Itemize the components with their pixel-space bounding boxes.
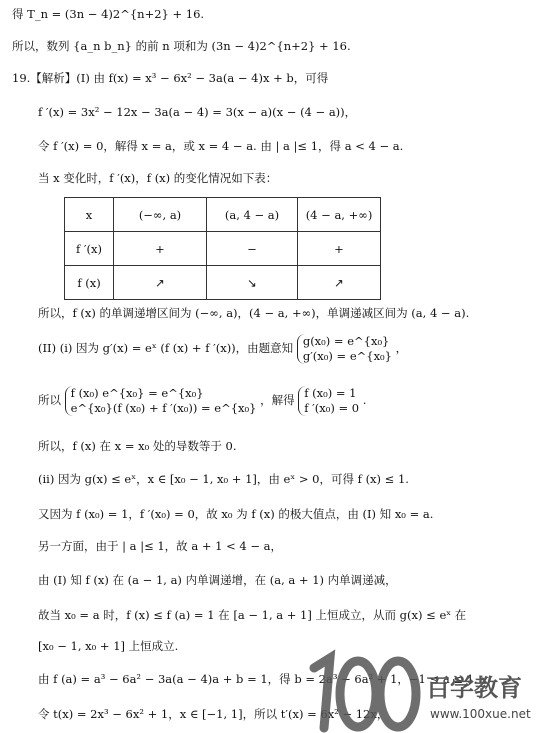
brand-name: 百学教育	[426, 674, 522, 702]
table-cell: f (x)	[65, 266, 114, 300]
line-9	[38, 386, 366, 416]
system-of-equations	[298, 386, 359, 416]
table-cell: (a, 4 − a)	[207, 198, 298, 232]
table-row	[65, 232, 381, 266]
increasing-arrow-icon: ↗	[298, 266, 381, 300]
line-12: 又因为 f (x₀) = 1，f ′(x₀) = 0，故 x₀ 为 f (x) 的极大值点，由 (I) 知 x₀ = a.	[38, 507, 434, 521]
line-9-text: 所以	[38, 393, 61, 407]
equation: f (x₀) = 1	[304, 386, 357, 400]
table-cell: −	[207, 232, 298, 266]
line-8-end: ，	[395, 341, 408, 355]
equation: e^{x₀}(f (x₀) + f ′(x₀)) = e^{x₀}	[70, 401, 257, 415]
table-cell: (4 − a, +∞)	[298, 198, 381, 232]
equation: g′(x₀) = e^{x₀}	[302, 349, 392, 363]
equation: f (x₀) e^{x₀} = e^{x₀}	[70, 386, 204, 400]
table-cell: +	[114, 232, 207, 266]
brand-url: www.100xue.net	[430, 707, 531, 721]
table-cell: (−∞, a)	[114, 198, 207, 232]
brand-watermark-logo	[300, 648, 545, 733]
line-16: [x₀ − 1, x₀ + 1] 上恒成立.	[38, 639, 179, 653]
line-8-text: (II) (i) 因为 g′(x) = eˣ (f (x) + f ′(x))，由题意知	[38, 341, 294, 355]
line-3: 19.【解析】(I) 由 f(x) = x³ − 6x² − 3a(a − 4)x + b，可得	[12, 71, 329, 85]
line-9-end: .	[362, 393, 367, 407]
line-10: 所以，f (x) 在 x = x₀ 处的导数等于 0.	[38, 439, 237, 453]
line-6: 当 x 变化时，f ′(x)，f (x) 的变化情况如下表：	[38, 171, 278, 185]
table-row	[65, 198, 381, 232]
line-4: f ′(x) = 3x² − 12x − 3a(a − 4) = 3(x − a)(x − (4 − a))，	[38, 105, 357, 119]
line-17: 由 f (a) = a³ − 6a² − 3a(a − 4)a + b = 1，得 b = 2a³ − 6a² + 1，−1 ≤ a ≤ 1.	[38, 672, 478, 686]
table-cell: x	[65, 198, 114, 232]
line-11: (ii) 因为 g(x) ≤ eˣ，x ∈ [x₀ − 1, x₀ + 1]，由 eˣ > 0，可得 f (x) ≤ 1.	[38, 472, 409, 486]
line-2: 所以，数列 {a_n b_n} 的前 n 项和为 (3n − 4)2^{n+2} + 16.	[12, 39, 351, 53]
equation: f ′(x₀) = 0	[304, 401, 360, 415]
line-15: 故当 x₀ = a 时，f (x) ≤ f (a) = 1 在 [a − 1, a + 1] 上恒成立，从而 g(x) ≤ eˣ 在	[38, 608, 467, 622]
system-of-equations	[65, 386, 257, 416]
line-14: 由 (I) 知 f (x) 在 (a − 1, a) 内单调递增，在 (a, a + 1) 内单调递减，	[38, 573, 397, 587]
line-18: 令 t(x) = 2x³ − 6x² + 1，x ∈ [−1, 1]，所以 t′(x) = 6x² − 12x，	[38, 707, 389, 721]
line-7: 所以，f (x) 的单调递增区间为 (−∞, a)，(4 − a, +∞)，单调递减区间为 (a, 4 − a).	[38, 306, 470, 320]
line-8	[38, 334, 407, 364]
table-cell: +	[298, 232, 381, 266]
equation: g(x₀) = e^{x₀}	[302, 334, 390, 348]
variation-table	[64, 197, 381, 300]
table-row	[65, 266, 381, 300]
line-1: 得 T_n = (3n − 4)2^{n+2} + 16.	[12, 7, 205, 21]
table-cell: f ′(x)	[65, 232, 114, 266]
decreasing-arrow-icon: ↘	[207, 266, 298, 300]
line-9-mid: ，解得	[260, 393, 295, 407]
line-5: 令 f ′(x) = 0，解得 x = a，或 x = 4 − a. 由 | a |≤ 1，得 a < 4 − a.	[38, 139, 404, 153]
line-13: 另一方面，由于 | a |≤ 1，故 a + 1 < 4 − a，	[38, 539, 283, 553]
system-of-equations	[297, 334, 392, 364]
increasing-arrow-icon: ↗	[114, 266, 207, 300]
